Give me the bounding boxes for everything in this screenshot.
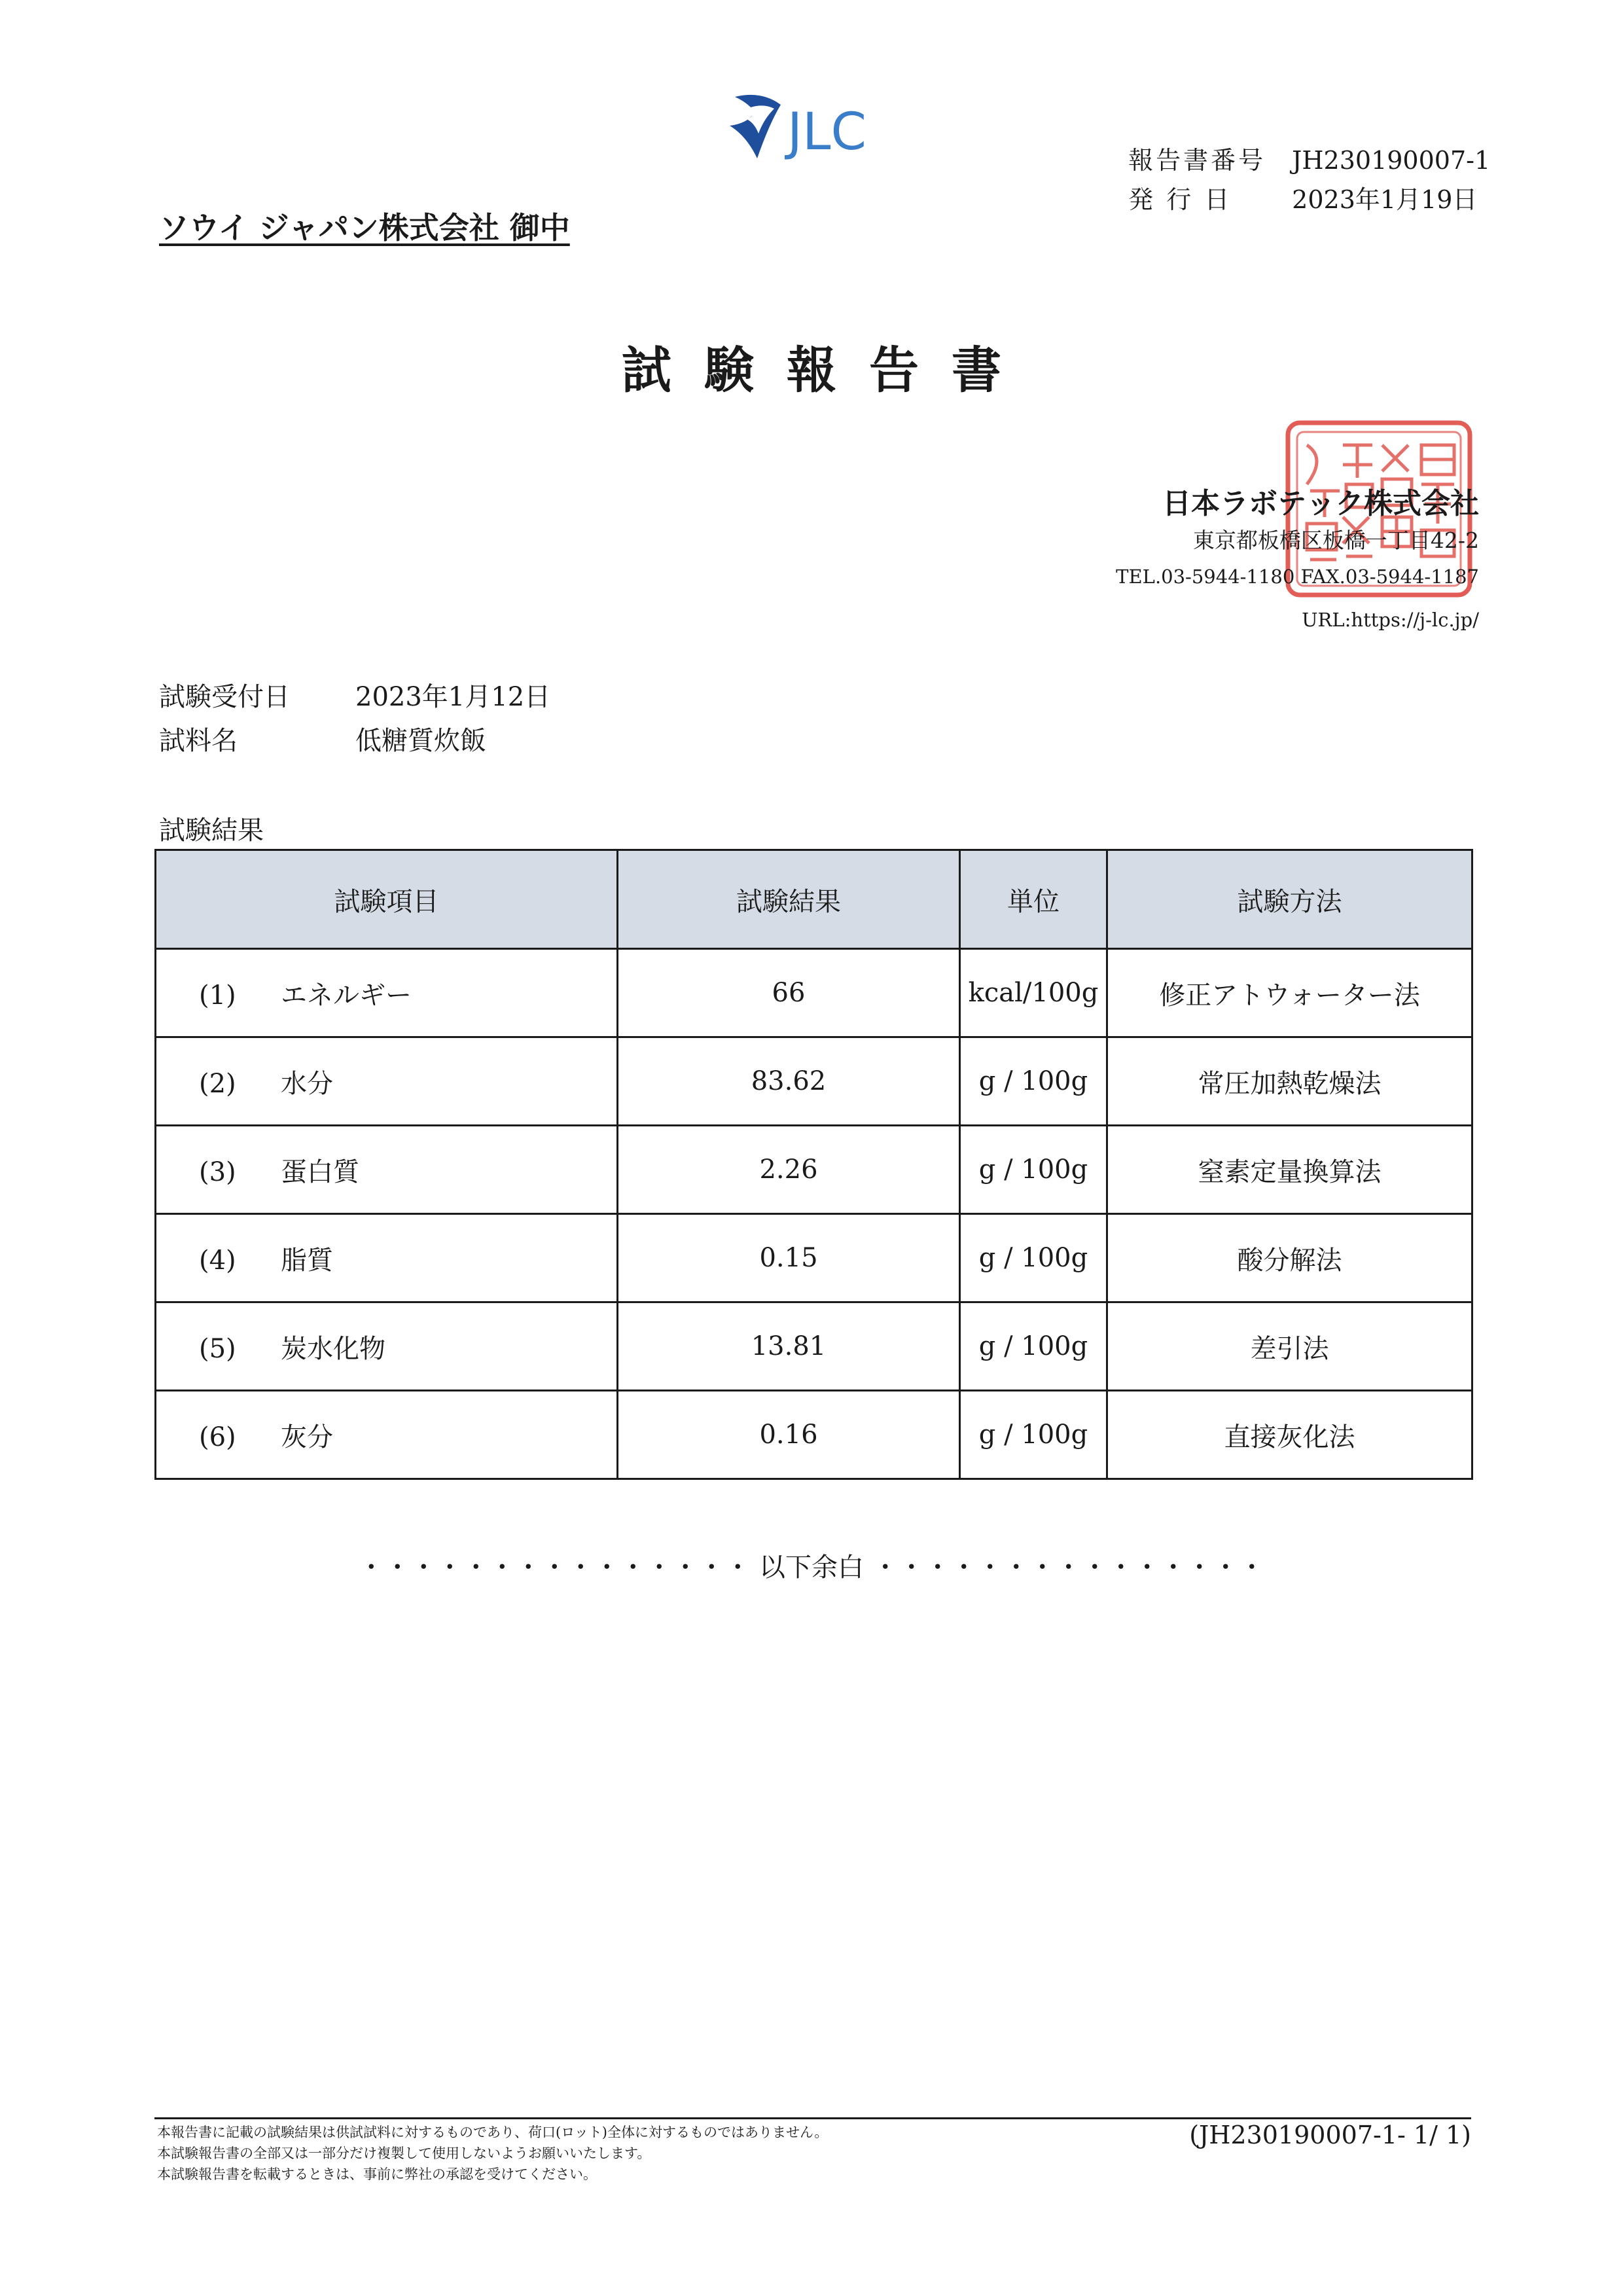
unit-cell: g / 100g (960, 1302, 1107, 1391)
table-row (156, 1391, 1472, 1479)
header-test-method: 試験方法 (1107, 850, 1472, 949)
item-number: (3) (199, 1157, 236, 1187)
end-of-content-marker: ・・・・・・・・・・・・・・・ 以下余白 ・・・・・・・・・・・・・・・ (358, 1552, 1265, 1583)
report-number-label: 報告書番号 (1128, 146, 1266, 175)
jlc-logo (723, 85, 906, 170)
issuer-address: 東京都板橋区板橋一丁目42-2 (1192, 528, 1479, 553)
sample-name-label: 試料名 (159, 726, 238, 756)
item-cell (156, 1037, 618, 1126)
unit-cell: kcal/100g (960, 949, 1107, 1037)
section-title: 試験結果 (159, 816, 264, 846)
result-cell: 66 (618, 949, 960, 1037)
unit-cell: g / 100g (960, 1037, 1107, 1126)
item-name: 水分 (281, 1068, 333, 1099)
result-cell: 2.26 (618, 1126, 960, 1214)
header-unit: 単位 (960, 850, 1107, 949)
issue-date-row (1113, 151, 1623, 215)
item-name: エネルギー (281, 980, 412, 1011)
page-reference: (JH230190007-1- 1/ 1) (1189, 2121, 1471, 2149)
item-cell (156, 1126, 618, 1214)
item-cell (156, 1391, 618, 1479)
table-row (156, 1037, 1472, 1126)
sample-name-row (159, 720, 486, 757)
logo-text: JLC (787, 103, 866, 162)
result-cell: 13.81 (618, 1302, 960, 1391)
document-title: 試験報告書 (622, 341, 1034, 399)
table-row (156, 1126, 1472, 1214)
item-cell (156, 1302, 618, 1391)
footnote: 本試験報告書の全部又は一部分だけ複製して使用しないようお願いいたします。 (157, 2145, 651, 2161)
table-row (156, 1214, 1472, 1302)
method-cell: 差引法 (1107, 1302, 1472, 1391)
item-number: (5) (199, 1333, 236, 1364)
table-row (156, 949, 1472, 1037)
footnote: 本報告書に記載の試験結果は供試試料に対するものであり、荷口(ロット)全体に対するものではありません。 (157, 2125, 829, 2140)
sample-name-value: 低糖質炊飯 (355, 726, 486, 756)
unit-cell: g / 100g (960, 1214, 1107, 1302)
method-cell: 修正アトウォーター法 (1107, 949, 1472, 1037)
receipt-date-label: 試験受付日 (159, 682, 290, 712)
item-name: 灰分 (281, 1422, 333, 1452)
method-cell: 窒素定量換算法 (1107, 1126, 1472, 1214)
footnote: 本試験報告書を転載するときは、事前に弊社の承認を受けてください。 (157, 2166, 597, 2182)
issuer-name: 日本ラボテック株式会社 (1162, 487, 1479, 520)
receipt-date-row (159, 676, 550, 713)
item-name: 脂質 (281, 1245, 333, 1276)
unit-cell: g / 100g (960, 1391, 1107, 1479)
report-number-value: JH230190007-1 (1292, 146, 1491, 175)
issuer-tel-fax: TEL.03-5944-1180 FAX.03-5944-1187 (1116, 565, 1479, 588)
result-cell: 0.16 (618, 1391, 960, 1479)
table-row (156, 1302, 1472, 1391)
item-number: (6) (199, 1422, 236, 1452)
addressee: ソウイ ジャパン株式会社 御中 (159, 210, 570, 245)
result-cell: 83.62 (618, 1037, 960, 1126)
item-name: 蛋白質 (281, 1157, 359, 1187)
issuer-url: URL:https://j-lc.jp/ (1302, 609, 1479, 631)
item-number: (2) (199, 1068, 236, 1099)
method-cell: 酸分解法 (1107, 1214, 1472, 1302)
results-table (154, 849, 1473, 1480)
item-cell (156, 949, 618, 1037)
header-test-result: 試験結果 (618, 850, 960, 949)
item-name: 炭水化物 (281, 1333, 385, 1364)
issue-date-value: 2023年1月19日 (1292, 185, 1478, 214)
item-number: (4) (199, 1245, 236, 1276)
header-test-item: 試験項目 (156, 850, 618, 949)
item-number: (1) (199, 980, 236, 1011)
table-header-row (156, 850, 1472, 949)
item-cell (156, 1214, 618, 1302)
footer-rule (154, 2117, 1471, 2119)
method-cell: 常圧加熱乾燥法 (1107, 1037, 1472, 1126)
method-cell: 直接灰化法 (1107, 1391, 1472, 1479)
result-cell: 0.15 (618, 1214, 960, 1302)
unit-cell: g / 100g (960, 1126, 1107, 1214)
issue-date-label: 発 行 日 (1128, 185, 1232, 214)
receipt-date-value: 2023年1月12日 (355, 682, 551, 712)
